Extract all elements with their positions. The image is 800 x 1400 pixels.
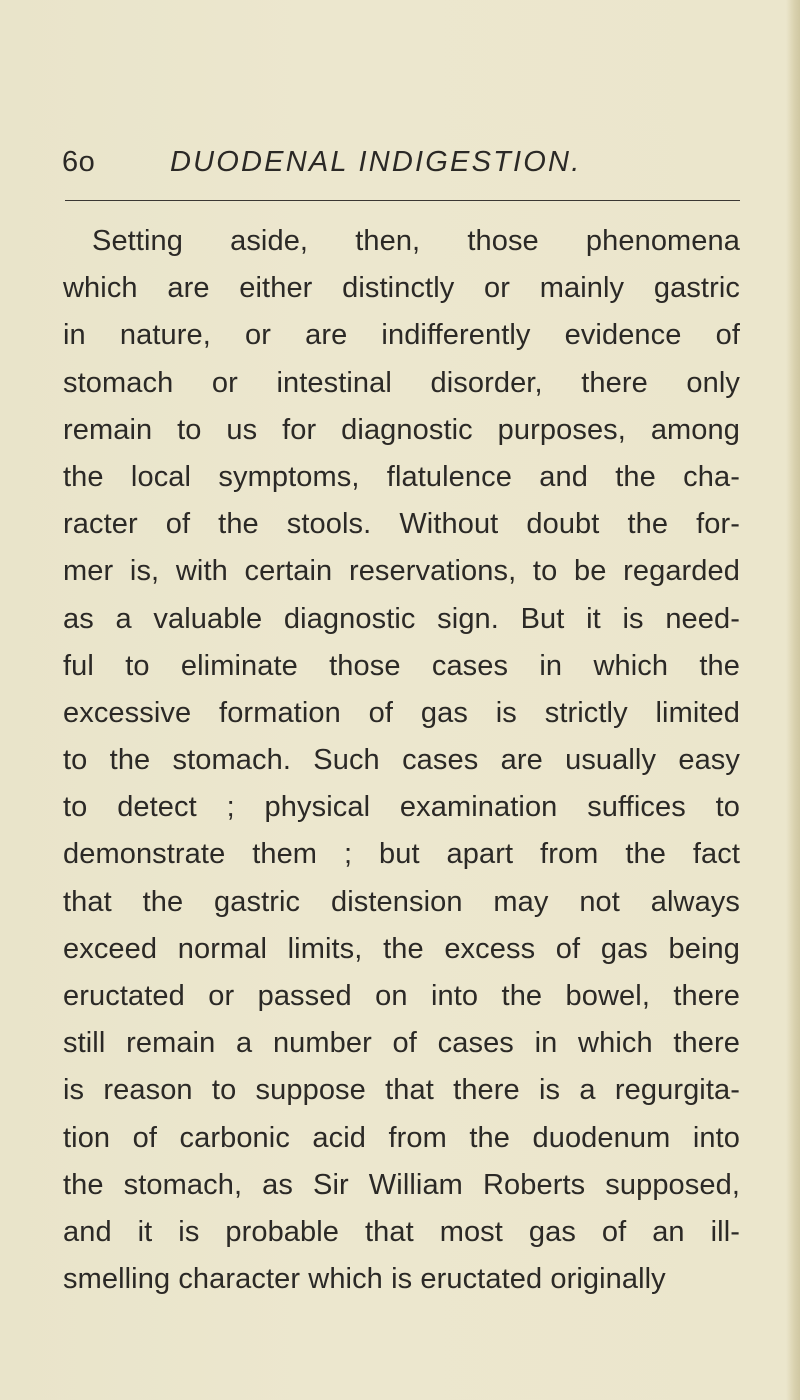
- header-rule: [65, 200, 740, 201]
- text-line: demonstrate them ; but apart from the fact: [63, 838, 740, 871]
- text-line: remain to us for diagnostic purposes, among: [63, 413, 740, 446]
- text-line: racter of the stools. Without doubt the for-: [63, 508, 740, 541]
- text-line: ful to eliminate those cases in which the: [63, 649, 740, 682]
- body-paragraph: [63, 218, 740, 1303]
- page-number: 6o: [62, 146, 96, 178]
- text-line: still remain a number of cases in which there: [63, 1027, 740, 1060]
- text-line: and it is probable that most gas of an ill-: [63, 1215, 740, 1248]
- text-line: Setting aside, then, those phenomena: [92, 225, 740, 257]
- text-line: exceed normal limits, the excess of gas being: [63, 932, 740, 965]
- text-line: excessive formation of gas is strictly limited: [63, 696, 740, 729]
- text-line: the local symptoms, flatulence and the cha-: [63, 460, 740, 493]
- text-line: eructated or passed on into the bowel, there: [63, 980, 740, 1012]
- text-line: as a valuable diagnostic sign. But it is need-: [63, 602, 740, 635]
- text-line: to the stomach. Such cases are usually easy: [63, 744, 740, 777]
- text-line: that the gastric distension may not always: [63, 885, 740, 918]
- text-line: stomach or intestinal disorder, there only: [63, 366, 740, 399]
- text-line: in nature, or are indifferently evidence of: [63, 319, 740, 352]
- text-line: smelling character which is eructated originally: [63, 1263, 666, 1296]
- text-line: tion of carbonic acid from the duodenum into: [63, 1121, 740, 1154]
- text-line: which are either distinctly or mainly gastric: [63, 272, 740, 305]
- running-head: [62, 146, 742, 186]
- running-head-title: DUODENAL INDIGESTION.: [170, 146, 582, 178]
- text-line: mer is, with certain reservations, to be regarded: [63, 555, 740, 588]
- text-line: the stomach, as Sir William Roberts supposed,: [63, 1168, 740, 1201]
- text-line: is reason to suppose that there is a regurgita-: [63, 1074, 740, 1107]
- page-edge-shadow: [786, 0, 800, 1400]
- text-line: to detect ; physical examination suffices to: [63, 791, 740, 824]
